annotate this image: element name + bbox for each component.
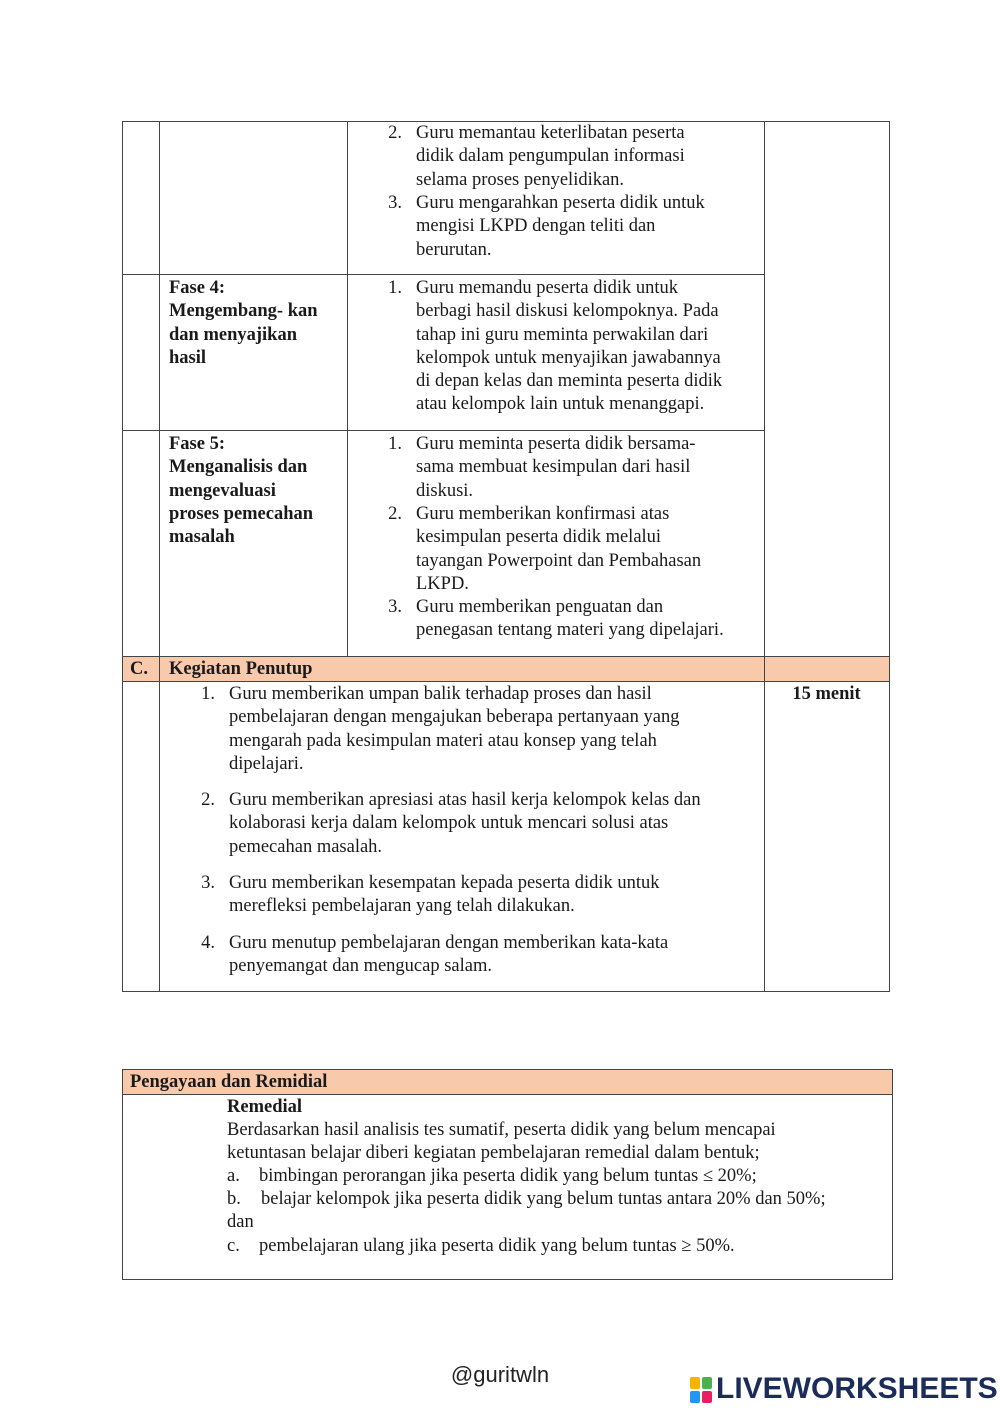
option-letter: c. bbox=[227, 1236, 240, 1256]
list-number: 3. bbox=[388, 193, 402, 213]
list-item: Guru memantau keterlibatan peserta didik dalam pengumpulan informasi selama proses penyelidikan. bbox=[416, 123, 685, 190]
list-number: 4. bbox=[201, 933, 215, 953]
option-text: pembelajaran ulang jika peserta didik yang belum tuntas ≥ 50%. bbox=[259, 1236, 735, 1256]
table-border bbox=[122, 430, 764, 431]
option-text: belajar kelompok jika peserta didik yang belum tuntas antara 20% dan 50%; bbox=[261, 1189, 826, 1209]
remedial-intro: Berdasarkan hasil analisis tes sumatif, peserta didik yang belum mencapai ketuntasan belajar diberi kegiatan pembelajaran remedial dalam bentuk; bbox=[227, 1120, 776, 1164]
table-border bbox=[122, 991, 890, 992]
table-border bbox=[122, 1069, 123, 1280]
list-number: 1. bbox=[388, 434, 402, 454]
list-item: Guru menutup pembelajaran dengan memberikan kata-kata penyemangat dan mengucap salam. bbox=[229, 933, 669, 977]
remedial-header: Pengayaan dan Remidial bbox=[130, 1072, 328, 1092]
list-number: 1. bbox=[201, 684, 215, 704]
table-border bbox=[122, 121, 123, 992]
remedial-subheading: Remedial bbox=[227, 1097, 303, 1117]
table-border bbox=[122, 656, 890, 657]
fase4-title: Fase 4: Mengembang- kan dan menyajikan hasil bbox=[169, 278, 318, 368]
list-number: 1. bbox=[388, 278, 402, 298]
list-item: Guru memberikan apresiasi atas hasil kerja kelompok kelas dan kolaborasi kerja dalam kelompok untuk mencari solusi atas pemecahan masalah. bbox=[229, 790, 701, 857]
option-letter: b. bbox=[227, 1189, 241, 1209]
list-item: Guru memberikan konfirmasi atas kesimpulan peserta didik melalui tayangan Powerpoint dan Pembahasan LKPD. bbox=[416, 504, 702, 594]
table-border bbox=[122, 1069, 893, 1070]
fase5-title: Fase 5: Menganalisis dan mengevaluasi proses pemecahan masalah bbox=[169, 434, 314, 548]
table-border bbox=[122, 1279, 893, 1280]
list-item: Guru memandu peserta didik untuk berbagi hasil diskusi kelompoknya. Pada tahap ini guru meminta perwakilan dari kelompok untuk menyajikan jawabannya di depan kelas dan meminta peserta didik atau kelompok lain untuk menanggapi. bbox=[416, 278, 723, 415]
option-continuation: dan bbox=[227, 1212, 254, 1232]
list-item: Guru memberikan penguatan dan penegasan tentang materi yang dipelajari. bbox=[416, 597, 724, 641]
list-number: 2. bbox=[388, 504, 402, 524]
list-item: Guru meminta peserta didik bersama- sama membuat kesimpulan dari hasil diskusi. bbox=[416, 434, 696, 501]
section-label: C. bbox=[130, 659, 148, 679]
duration: 15 menit bbox=[792, 684, 861, 704]
list-number: 2. bbox=[201, 790, 215, 810]
table-border bbox=[892, 1069, 893, 1280]
author-handle: @guritwln bbox=[450, 1362, 550, 1387]
list-item: Guru mengarahkan peserta didik untuk mengisi LKPD dengan teliti dan berurutan. bbox=[416, 193, 705, 260]
list-number: 3. bbox=[388, 597, 402, 617]
list-number: 3. bbox=[201, 873, 215, 893]
section-title: Kegiatan Penutup bbox=[169, 659, 313, 679]
option-letter: a. bbox=[227, 1166, 240, 1186]
table-border bbox=[889, 121, 890, 992]
table-border bbox=[347, 121, 348, 657]
brand-name: LIVEWORKSHEETS bbox=[716, 1372, 998, 1405]
list-number: 2. bbox=[388, 123, 402, 143]
liveworksheets-logo-icon bbox=[690, 1377, 712, 1403]
option-text: bimbingan perorangan jika peserta didik yang belum tuntas ≤ 20%; bbox=[259, 1166, 757, 1186]
list-item: Guru memberikan umpan balik terhadap proses dan hasil pembelajaran dengan mengajukan beberapa pertanyaan yang mengarah pada kesimpulan materi atau konsep yang telah dipelajari. bbox=[229, 684, 680, 774]
table-border bbox=[764, 121, 765, 992]
table-border bbox=[122, 274, 764, 275]
table-border bbox=[159, 121, 160, 992]
list-item: Guru memberikan kesempatan kepada peserta didik untuk merefleksi pembelajaran yang telah dilakukan. bbox=[229, 873, 660, 917]
